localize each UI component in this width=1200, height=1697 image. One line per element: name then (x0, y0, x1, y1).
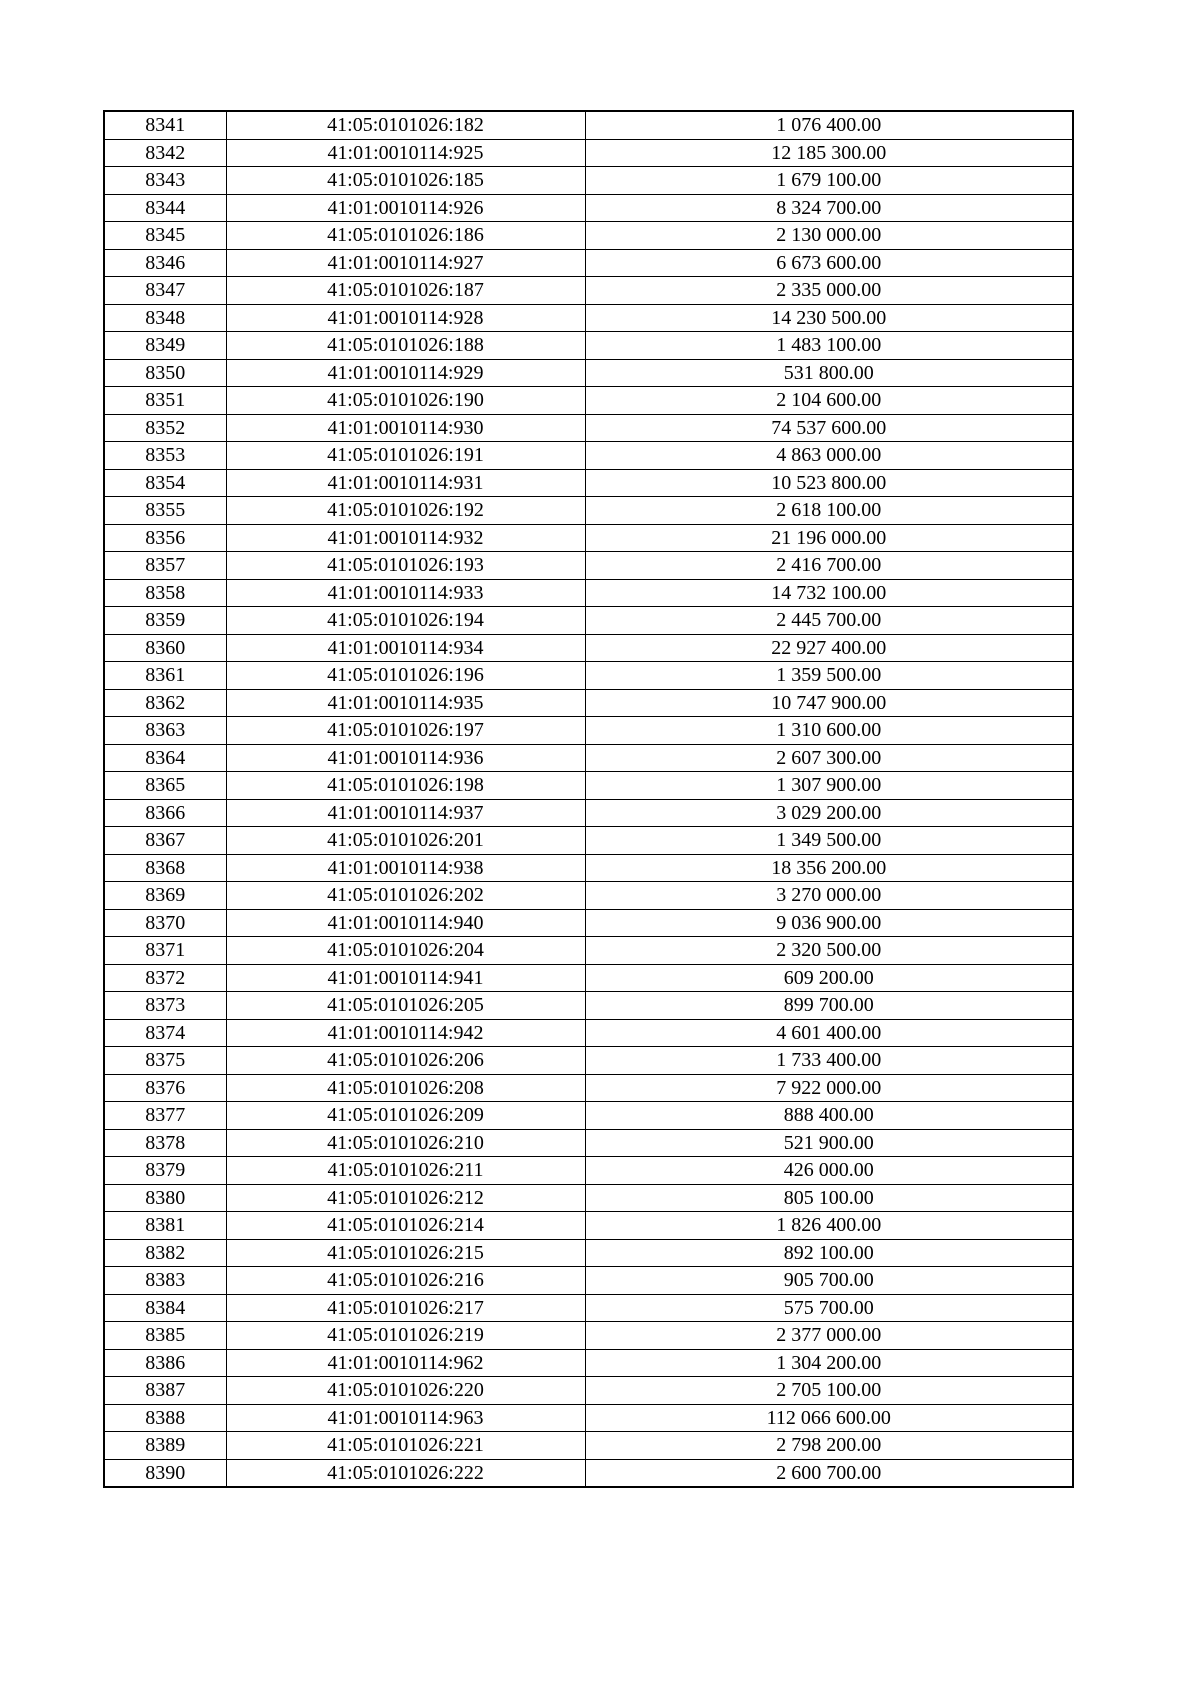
row-number-cell: 8386 (104, 1349, 226, 1377)
table-row (104, 1459, 1073, 1487)
cadastral-value-table (103, 110, 1074, 1488)
value-cell: 805 100.00 (585, 1184, 1073, 1212)
cadastral-number-cell: 41:05:0101026:202 (226, 882, 585, 910)
row-number-cell: 8389 (104, 1432, 226, 1460)
row-number-cell: 8347 (104, 277, 226, 305)
cadastral-number-cell: 41:05:0101026:192 (226, 497, 585, 525)
table-row (104, 111, 1073, 139)
value-cell: 521 900.00 (585, 1129, 1073, 1157)
cadastral-number-cell: 41:05:0101026:190 (226, 387, 585, 415)
table-row (104, 1047, 1073, 1075)
row-number-cell: 8341 (104, 111, 226, 139)
row-number-cell: 8382 (104, 1239, 226, 1267)
table-row (104, 689, 1073, 717)
row-number-cell: 8375 (104, 1047, 226, 1075)
cadastral-number-cell: 41:05:0101026:219 (226, 1322, 585, 1350)
row-number-cell: 8345 (104, 222, 226, 250)
value-cell: 2 377 000.00 (585, 1322, 1073, 1350)
value-cell: 21 196 000.00 (585, 524, 1073, 552)
table-row (104, 497, 1073, 525)
row-number-cell: 8349 (104, 332, 226, 360)
table-row (104, 222, 1073, 250)
cadastral-number-cell: 41:01:0010114:926 (226, 194, 585, 222)
row-number-cell: 8354 (104, 469, 226, 497)
value-cell: 14 230 500.00 (585, 304, 1073, 332)
cadastral-number-cell: 41:01:0010114:942 (226, 1019, 585, 1047)
cadastral-number-cell: 41:05:0101026:221 (226, 1432, 585, 1460)
row-number-cell: 8388 (104, 1404, 226, 1432)
table-row (104, 579, 1073, 607)
row-number-cell: 8351 (104, 387, 226, 415)
value-cell: 1 076 400.00 (585, 111, 1073, 139)
value-cell: 3 270 000.00 (585, 882, 1073, 910)
value-cell: 2 607 300.00 (585, 744, 1073, 772)
row-number-cell: 8379 (104, 1157, 226, 1185)
row-number-cell: 8361 (104, 662, 226, 690)
table-row (104, 964, 1073, 992)
value-cell: 1 359 500.00 (585, 662, 1073, 690)
table-body (104, 111, 1073, 1487)
row-number-cell: 8376 (104, 1074, 226, 1102)
value-cell: 1 349 500.00 (585, 827, 1073, 855)
table-row (104, 442, 1073, 470)
cadastral-number-cell: 41:01:0010114:935 (226, 689, 585, 717)
row-number-cell: 8356 (104, 524, 226, 552)
value-cell: 1 826 400.00 (585, 1212, 1073, 1240)
value-cell: 112 066 600.00 (585, 1404, 1073, 1432)
cadastral-number-cell: 41:05:0101026:188 (226, 332, 585, 360)
row-number-cell: 8369 (104, 882, 226, 910)
table-row (104, 1019, 1073, 1047)
table-row (104, 524, 1073, 552)
value-cell: 1 304 200.00 (585, 1349, 1073, 1377)
table-row (104, 1349, 1073, 1377)
cadastral-number-cell: 41:01:0010114:928 (226, 304, 585, 332)
table-row (104, 1184, 1073, 1212)
row-number-cell: 8342 (104, 139, 226, 167)
row-number-cell: 8383 (104, 1267, 226, 1295)
cadastral-number-cell: 41:05:0101026:196 (226, 662, 585, 690)
row-number-cell: 8384 (104, 1294, 226, 1322)
table-row (104, 1432, 1073, 1460)
row-number-cell: 8380 (104, 1184, 226, 1212)
table-row (104, 387, 1073, 415)
cadastral-number-cell: 41:05:0101026:182 (226, 111, 585, 139)
value-cell: 4 863 000.00 (585, 442, 1073, 470)
cadastral-number-cell: 41:05:0101026:220 (226, 1377, 585, 1405)
document-page (103, 110, 1072, 1488)
value-cell: 2 705 100.00 (585, 1377, 1073, 1405)
value-cell: 892 100.00 (585, 1239, 1073, 1267)
row-number-cell: 8371 (104, 937, 226, 965)
cadastral-number-cell: 41:05:0101026:204 (226, 937, 585, 965)
value-cell: 18 356 200.00 (585, 854, 1073, 882)
table-row (104, 827, 1073, 855)
cadastral-number-cell: 41:05:0101026:197 (226, 717, 585, 745)
table-row (104, 717, 1073, 745)
value-cell: 426 000.00 (585, 1157, 1073, 1185)
table-row (104, 607, 1073, 635)
row-number-cell: 8385 (104, 1322, 226, 1350)
table-row (104, 1212, 1073, 1240)
row-number-cell: 8363 (104, 717, 226, 745)
cadastral-number-cell: 41:01:0010114:940 (226, 909, 585, 937)
value-cell: 2 600 700.00 (585, 1459, 1073, 1487)
value-cell: 3 029 200.00 (585, 799, 1073, 827)
value-cell: 1 733 400.00 (585, 1047, 1073, 1075)
row-number-cell: 8348 (104, 304, 226, 332)
value-cell: 888 400.00 (585, 1102, 1073, 1130)
table-row (104, 332, 1073, 360)
value-cell: 2 320 500.00 (585, 937, 1073, 965)
table-row (104, 1102, 1073, 1130)
row-number-cell: 8343 (104, 167, 226, 195)
cadastral-number-cell: 41:05:0101026:214 (226, 1212, 585, 1240)
cadastral-number-cell: 41:01:0010114:938 (226, 854, 585, 882)
row-number-cell: 8370 (104, 909, 226, 937)
cadastral-number-cell: 41:05:0101026:209 (226, 1102, 585, 1130)
value-cell: 575 700.00 (585, 1294, 1073, 1322)
value-cell: 2 618 100.00 (585, 497, 1073, 525)
value-cell: 1 483 100.00 (585, 332, 1073, 360)
row-number-cell: 8390 (104, 1459, 226, 1487)
cadastral-number-cell: 41:05:0101026:208 (226, 1074, 585, 1102)
table-row (104, 139, 1073, 167)
cadastral-number-cell: 41:01:0010114:932 (226, 524, 585, 552)
cadastral-number-cell: 41:01:0010114:941 (226, 964, 585, 992)
row-number-cell: 8358 (104, 579, 226, 607)
cadastral-number-cell: 41:01:0010114:930 (226, 414, 585, 442)
value-cell: 10 747 900.00 (585, 689, 1073, 717)
cadastral-number-cell: 41:05:0101026:205 (226, 992, 585, 1020)
value-cell: 905 700.00 (585, 1267, 1073, 1295)
value-cell: 531 800.00 (585, 359, 1073, 387)
value-cell: 2 445 700.00 (585, 607, 1073, 635)
row-number-cell: 8374 (104, 1019, 226, 1047)
table-row (104, 937, 1073, 965)
table-row (104, 744, 1073, 772)
cadastral-number-cell: 41:05:0101026:216 (226, 1267, 585, 1295)
cadastral-number-cell: 41:05:0101026:201 (226, 827, 585, 855)
table-row (104, 634, 1073, 662)
cadastral-number-cell: 41:01:0010114:933 (226, 579, 585, 607)
row-number-cell: 8359 (104, 607, 226, 635)
value-cell: 10 523 800.00 (585, 469, 1073, 497)
row-number-cell: 8364 (104, 744, 226, 772)
table-row (104, 1267, 1073, 1295)
cadastral-number-cell: 41:01:0010114:937 (226, 799, 585, 827)
value-cell: 2 104 600.00 (585, 387, 1073, 415)
cadastral-number-cell: 41:05:0101026:187 (226, 277, 585, 305)
cadastral-number-cell: 41:05:0101026:206 (226, 1047, 585, 1075)
table-row (104, 1377, 1073, 1405)
value-cell: 2 335 000.00 (585, 277, 1073, 305)
row-number-cell: 8377 (104, 1102, 226, 1130)
row-number-cell: 8346 (104, 249, 226, 277)
table-row (104, 1239, 1073, 1267)
cadastral-number-cell: 41:01:0010114:929 (226, 359, 585, 387)
row-number-cell: 8350 (104, 359, 226, 387)
table-row (104, 799, 1073, 827)
row-number-cell: 8366 (104, 799, 226, 827)
cadastral-number-cell: 41:05:0101026:222 (226, 1459, 585, 1487)
cadastral-number-cell: 41:01:0010114:934 (226, 634, 585, 662)
row-number-cell: 8362 (104, 689, 226, 717)
value-cell: 12 185 300.00 (585, 139, 1073, 167)
value-cell: 14 732 100.00 (585, 579, 1073, 607)
value-cell: 74 537 600.00 (585, 414, 1073, 442)
table-row (104, 249, 1073, 277)
table-row (104, 662, 1073, 690)
table-row (104, 882, 1073, 910)
table-row (104, 992, 1073, 1020)
cadastral-number-cell: 41:05:0101026:212 (226, 1184, 585, 1212)
cadastral-number-cell: 41:01:0010114:927 (226, 249, 585, 277)
value-cell: 2 798 200.00 (585, 1432, 1073, 1460)
row-number-cell: 8373 (104, 992, 226, 1020)
value-cell: 6 673 600.00 (585, 249, 1073, 277)
table-row (104, 1404, 1073, 1432)
row-number-cell: 8360 (104, 634, 226, 662)
cadastral-number-cell: 41:05:0101026:210 (226, 1129, 585, 1157)
table-row (104, 304, 1073, 332)
value-cell: 22 927 400.00 (585, 634, 1073, 662)
row-number-cell: 8387 (104, 1377, 226, 1405)
value-cell: 899 700.00 (585, 992, 1073, 1020)
table-row (104, 552, 1073, 580)
row-number-cell: 8381 (104, 1212, 226, 1240)
row-number-cell: 8355 (104, 497, 226, 525)
row-number-cell: 8344 (104, 194, 226, 222)
value-cell: 1 679 100.00 (585, 167, 1073, 195)
cadastral-number-cell: 41:01:0010114:931 (226, 469, 585, 497)
table-row (104, 909, 1073, 937)
cadastral-number-cell: 41:05:0101026:193 (226, 552, 585, 580)
cadastral-number-cell: 41:05:0101026:215 (226, 1239, 585, 1267)
table-row (104, 854, 1073, 882)
table-row (104, 1294, 1073, 1322)
cadastral-number-cell: 41:05:0101026:186 (226, 222, 585, 250)
row-number-cell: 8353 (104, 442, 226, 470)
row-number-cell: 8365 (104, 772, 226, 800)
table-row (104, 1129, 1073, 1157)
cadastral-number-cell: 41:05:0101026:217 (226, 1294, 585, 1322)
table-row (104, 772, 1073, 800)
value-cell: 7 922 000.00 (585, 1074, 1073, 1102)
row-number-cell: 8378 (104, 1129, 226, 1157)
value-cell: 2 416 700.00 (585, 552, 1073, 580)
cadastral-number-cell: 41:05:0101026:194 (226, 607, 585, 635)
cadastral-number-cell: 41:05:0101026:185 (226, 167, 585, 195)
row-number-cell: 8367 (104, 827, 226, 855)
cadastral-number-cell: 41:01:0010114:963 (226, 1404, 585, 1432)
value-cell: 4 601 400.00 (585, 1019, 1073, 1047)
table-row (104, 167, 1073, 195)
value-cell: 9 036 900.00 (585, 909, 1073, 937)
table-row (104, 359, 1073, 387)
cadastral-number-cell: 41:01:0010114:962 (226, 1349, 585, 1377)
table-row (104, 469, 1073, 497)
value-cell: 2 130 000.00 (585, 222, 1073, 250)
cadastral-number-cell: 41:01:0010114:936 (226, 744, 585, 772)
table-row (104, 277, 1073, 305)
row-number-cell: 8357 (104, 552, 226, 580)
row-number-cell: 8352 (104, 414, 226, 442)
table-row (104, 1157, 1073, 1185)
value-cell: 1 310 600.00 (585, 717, 1073, 745)
value-cell: 8 324 700.00 (585, 194, 1073, 222)
table-row (104, 1074, 1073, 1102)
row-number-cell: 8368 (104, 854, 226, 882)
table-row (104, 194, 1073, 222)
table-row (104, 1322, 1073, 1350)
cadastral-number-cell: 41:05:0101026:191 (226, 442, 585, 470)
value-cell: 1 307 900.00 (585, 772, 1073, 800)
value-cell: 609 200.00 (585, 964, 1073, 992)
cadastral-number-cell: 41:01:0010114:925 (226, 139, 585, 167)
row-number-cell: 8372 (104, 964, 226, 992)
cadastral-number-cell: 41:05:0101026:211 (226, 1157, 585, 1185)
cadastral-number-cell: 41:05:0101026:198 (226, 772, 585, 800)
table-row (104, 414, 1073, 442)
